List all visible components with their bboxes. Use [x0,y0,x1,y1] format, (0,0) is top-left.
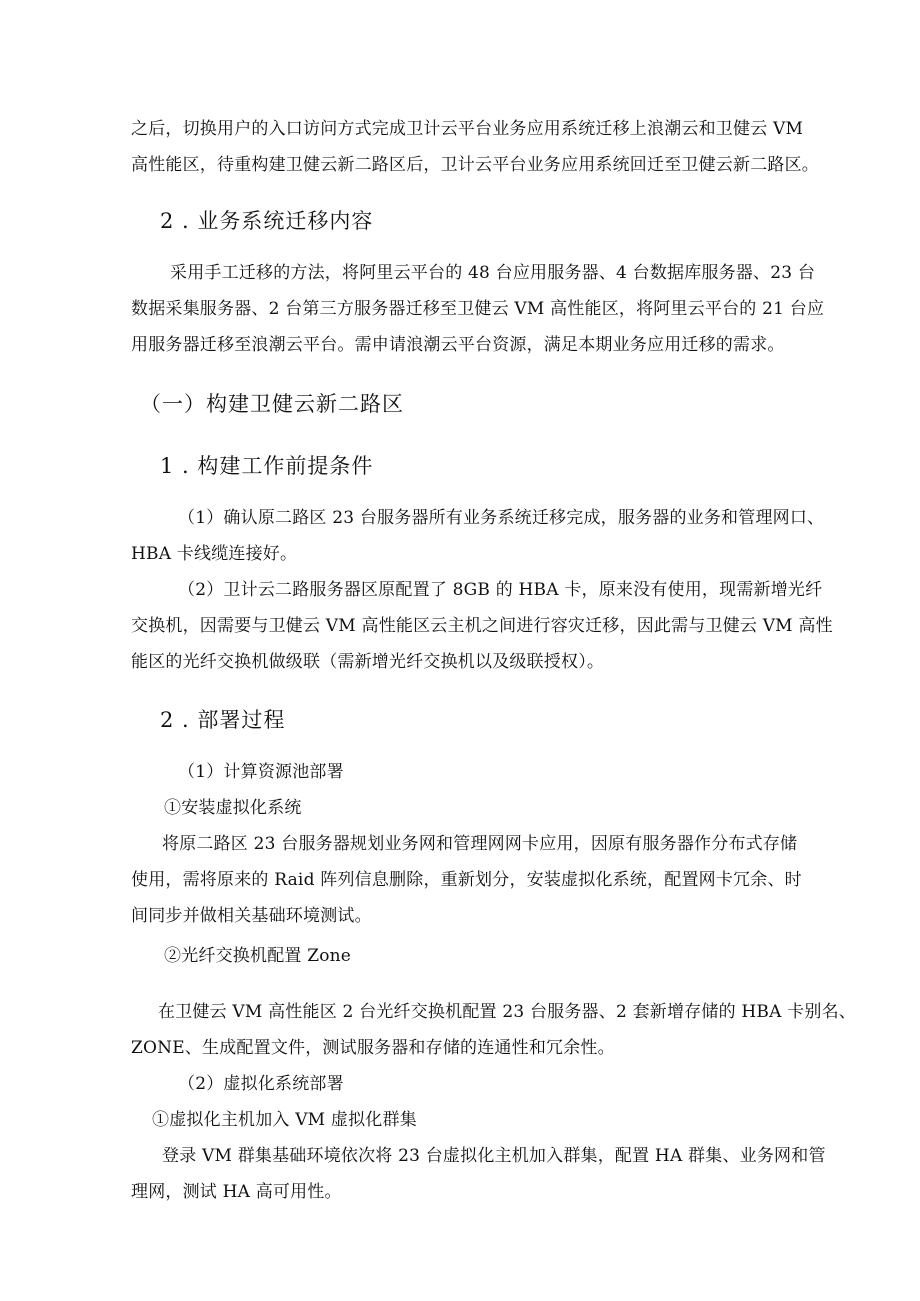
body-text-line: （2）卫计云二路服务器区原配置了 8GB 的 HBA 卡，原来没有使用，现需新增光纤 [178,580,823,600]
chapter-heading: （一）构建卫健云新二路区 [140,392,404,416]
body-text-line: 采用手工迁移的方法，将阿里云平台的 48 台应用服务器、4 台数据库服务器、23 台 [170,263,816,283]
sub-heading: ①虚拟化主机加入 VM 虚拟化群集 [152,1110,417,1130]
section-heading: 2 . 业务系统迁移内容 [160,209,374,233]
body-text-line: 间同步并做相关基础环境测试。 [131,906,372,926]
body-text-line: 将原二路区 23 台服务器规划业务网和管理网网卡应用，因原有服务器作分布式存储 [162,834,798,854]
body-text-line: 使用，需将原来的 Raid 阵列信息删除，重新划分，安装虚拟化系统，配置网卡冗余、时 [131,870,802,890]
body-text-line: 高性能区，待重构建卫健云新二路区后，卫计云平台业务应用系统回迁至卫健云新二路区。 [131,155,819,175]
section-heading: 2 . 部署过程 [160,708,286,732]
body-text-line: 用服务器迁移至浪潮云平台。需申请浪潮云平台资源，满足本期业务应用迁移的需求。 [131,335,785,355]
body-text-line: 理网，测试 HA 高可用性。 [131,1182,342,1202]
body-text-line: 数据采集服务器、2 台第三方服务器迁移至卫健云 VM 高性能区，将阿里云平台的 21 台应 [131,299,825,319]
body-text-line: 能区的光纤交换机做级联（需新增光纤交换机以及级联授权）。 [131,652,605,672]
body-text-line: （1）确认原二路区 23 台服务器所有业务系统迁移完成，服务器的业务和管理网口、 [178,508,825,528]
body-text-line: 之后，切换用户的入口访问方式完成卫计云平台业务应用系统迁移上浪潮云和卫健云 VM [131,119,804,139]
sub-heading: ①安装虚拟化系统 [164,798,302,818]
body-text-line: ZONE、生成配置文件，测试服务器和存储的连通性和冗余性。 [131,1038,615,1058]
body-text-line: 登录 VM 群集基础环境依次将 23 台虚拟化主机加入群集，配置 HA 群集、业务网和管 [162,1146,826,1166]
body-text-line: 交换机，因需要与卫健云 VM 高性能区云主机之间进行容灾迁移，因此需与卫健云 VM 高性 [131,616,833,636]
sub-heading: （2）虚拟化系统部署 [178,1074,344,1094]
sub-heading: ②光纤交换机配置 Zone [164,946,352,966]
body-text-line: HBA 卡线缆连接好。 [131,544,298,564]
body-text-line: 在卫健云 VM 高性能区 2 台光纤交换机配置 23 台服务器、2 套新增存储的 HBA 卡别名、 [158,1002,856,1022]
section-heading: 1 . 构建工作前提条件 [160,454,374,478]
sub-heading: （1）计算资源池部署 [178,762,344,782]
